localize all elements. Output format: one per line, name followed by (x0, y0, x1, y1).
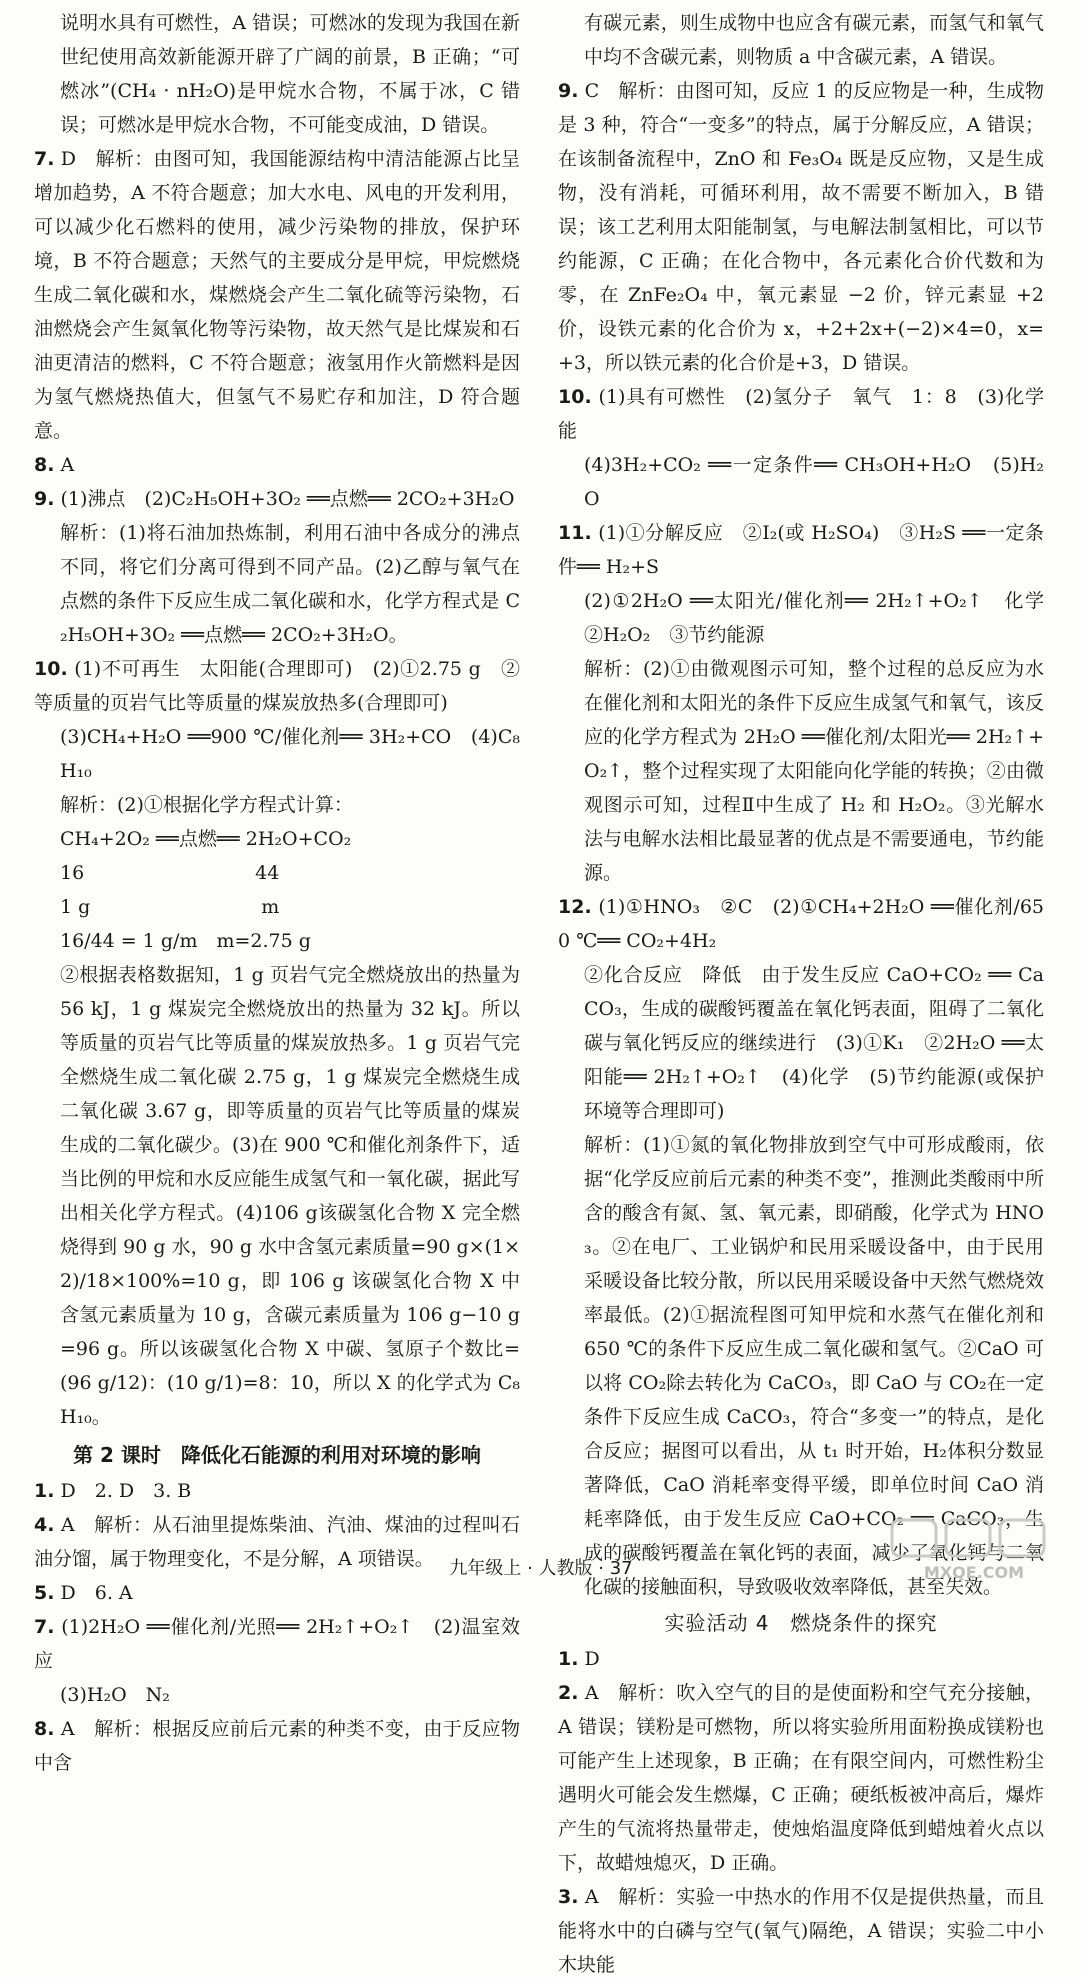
text-paragraph: 说明水具有可燃性，A 错误；可燃冰的发现为我国在新世纪使用高效新能源开辟了广阔的前景，B 正确；“可燃冰”(CH₄ · nH₂O)是甲烷水合物，不属于冰，C 错误；可燃冰是甲烷水合物，不可能变成油，D 错误。 (60, 12, 520, 136)
text-paragraph: 5. D 6. A (34, 1582, 133, 1604)
text-paragraph: (4)3H₂+CO₂ ══一定条件══ CH₃OH+H₂O (5)H₂O (584, 454, 1044, 510)
text-paragraph: 1. D (558, 1648, 600, 1670)
text-paragraph: 12. (1)①HNO₃ ②C (2)①CH₄+2H₂O ══催化剂/650 ℃══ CO₂+4H₂ (558, 896, 1044, 952)
text-paragraph: 7. (1)2H₂O ══催化剂/光照══ 2H₂↑+O₂↑ (2)温室效应 (34, 1616, 520, 1672)
text-paragraph: (3)CH₄+H₂O ══900 ℃/催化剂══ 3H₂+CO (4)C₈H₁₀ (60, 726, 520, 782)
text-paragraph: 1 g m (60, 896, 280, 918)
text-paragraph: 解析：(1)①氮的氧化物排放到空气中可形成酸雨，依据“化学反应前后元素的种类不变”，推测此类酸雨中所含的酸含有氮、氢、氧元素，即硝酸，化学式为 HNO₃。②在电厂、工业锅炉和民用采暖设备中，由于民用采暖设备比较分散，所以民用采暖设备中天然气燃烧效率最低。(2)①据流程图可知甲烷和水蒸气在催化剂和 650 ℃的条件下反应生成二氧化碳和氢气。②CaO 可以将 CO₂除去转化为 CaCO₃，即 CaO 与 CO₂在一定条件下反应生成 CaCO₃，符合“多变一”的特点，是化合反应；据图可以看出，从 t₁ 时开始，H₂体积分数显著降低，CaO 消耗率变得平缓，即单位时间 CaO 消耗率降低，由于发生反应 CaO+CO₂ ══ CaCO₃，生成的碳酸钙覆盖在氧化钙的表面，减少了氧化钙与二氧化碳的接触面积，导致吸收效率降低，甚至失效。 (584, 1134, 1044, 1598)
text-paragraph: 2. A 解析：吹入空气的目的是使面粉和空气充分接触，A 错误；镁粉是可燃物，所以将实验所用面粉换成镁粉也可能产生上述现象，B 正确；在有限空间内，可燃性粉尘遇明火可能会发生燃爆，C 正确；硬纸板被冲高后，爆炸产生的气流将热量带走，使烛焰温度降低到蜡烛着火点以下，故蜡烛熄灭，D 正确。 (558, 1682, 1044, 1874)
section-heading: 实验活动 4 燃烧条件的探究 (664, 1611, 938, 1635)
text-paragraph: ②根据表格数据知，1 g 页岩气完全燃烧放出的热量为 56 kJ，1 g 煤炭完全燃烧放出的热量为 32 kJ。所以等质量的页岩气比等质量的煤炭放热多。1 g 页岩气完全燃烧生成二氧化碳 2.75 g，1 g 煤炭完全燃烧生成二氧化碳 3.67 g，即等质量的页岩气比等质量的煤炭生成的二氧化碳少。(3)在 900 ℃和催化剂条件下，适当比例的甲烷和水反应能生成氢气和一氧化碳，据此写出相关化学方程式。(4)106 g该碳氢化合物 X 完全燃烧得到 90 g 水，90 g 水中含氢元素质量=90 g×(1×2)/18×100%=10 g，即 106 g 该碳氢化合物 X 中含氢元素质量为 10 g，含碳元素质量为 106 g−10 g=96 g。所以该碳氢化合物 X 中碳、氢原子个数比=(96 g/12)：(10 g/1)=8：10，所以 X 的化学式为 C₈H₁₀。 (60, 964, 520, 1428)
left-column (34, 6, 520, 1774)
text-paragraph: 7. D 解析：由图可知，我国能源结构中清洁能源占比呈增加趋势，A 不符合题意；加大水电、风电的开发利用，可以减少化石燃料的使用，减少污染物的排放，保护环境，B 不符合题意；天然气的主要成分是甲烷，甲烷燃烧生成二氧化碳和水，煤燃烧会产生二氧化硫等污染物，石油燃烧会产生氮氧化物等污染物，故天然气是比煤炭和石油更清洁的燃料，C 不符合题意；液氢用作火箭燃料是因为氢气燃烧热值大，但氢气不易贮存和加注，D 符合题意。 (34, 148, 520, 442)
page-footer: 九年级上 · 人教版 · 37 (449, 1558, 633, 1579)
text-paragraph: (3)H₂O N₂ (60, 1684, 170, 1706)
text-paragraph: 9. (1)沸点 (2)C₂H₅OH+3O₂ ══点燃══ 2CO₂+3H₂O (34, 488, 515, 510)
watermark-text: MXQE.COM (923, 1563, 1025, 1582)
text-paragraph: 4. A 解析：从石油里提炼柴油、汽油、煤油的过程叫石油分馏，属于物理变化，不是分解，A 项错误。 (34, 1514, 520, 1570)
text-paragraph: 解析：(1)将石油加热炼制，利用石油中各成分的沸点不同，将它们分离可得到不同产品。(2)乙醇与氧气在点燃的条件下反应生成二氧化碳和水，化学方程式是 C₂H₅OH+3O₂ ══点燃══ 2CO₂+3H₂O。 (60, 522, 520, 646)
text-paragraph: CH₄+2O₂ ══点燃══ 2H₂O+CO₂ (60, 828, 352, 850)
text-paragraph: 10. (1)具有可燃性 (2)氢分子 氧气 1：8 (3)化学能 (558, 386, 1044, 442)
text-paragraph: ②化合反应 降低 由于发生反应 CaO+CO₂ ══ CaCO₃，生成的碳酸钙覆盖在氧化钙表面，阻碍了二氧化碳与氧化钙反应的继续进行 (3)①K₁ ②2H₂O ══太阳能══ 2H₂↑+O₂↑ (4)化学 (5)节约能源(或保护环境等合理即可) (584, 964, 1044, 1122)
watermark-logo (884, 1516, 1064, 1586)
text-paragraph: 10. (1)不可再生 太阳能(合理即可) (2)①2.75 g ②等质量的页岩气比等质量的煤炭放热多(合理即可) (34, 658, 520, 714)
text-paragraph: 11. (1)①分解反应 ②I₂(或 H₂SO₄) ③H₂S ══一定条件══ H₂+S (558, 522, 1044, 578)
section-heading: 第 2 课时 降低化石能源的利用对环境的影响 (73, 1443, 481, 1467)
text-paragraph: (2)①2H₂O ══太阳光/催化剂══ 2H₂↑+O₂↑ 化学 ②H₂O₂ ③节约能源 (584, 590, 1064, 646)
text-paragraph: 8. A 解析：根据反应前后元素的种类不变，由于反应物中含 (34, 1718, 520, 1774)
text-paragraph: 3. A 解析：实验一中热水的作用不仅是提供热量，而且能将水中的白磷与空气(氧气)隔绝，A 错误；实验二中小木块能 (558, 1886, 1044, 1976)
text-paragraph: 1. D 2. D 3. B (34, 1480, 192, 1502)
text-paragraph: 9. C 解析：由图可知，反应 1 的反应物是一种，生成物是 3 种，符合“一变多”的特点，属于分解反应，A 错误；在该制备流程中，ZnO 和 Fe₃O₄ 既是反应物，又是生成物，没有消耗，可循环利用，故不需要不断加入，B 错误；该工艺利用太阳能制氢，与电解法制氢相比，可以节约能源，C 正确；在化合物中，各元素化合价代数和为零，在 ZnFe₂O₄ 中，氧元素显 −2 价，锌元素显 +2 价，设铁元素的化合价为 x，+2+2x+(−2)×4=0，x=+3，所以铁元素的化合价是+3，D 错误。 (558, 80, 1044, 374)
text-paragraph: 解析：(2)①由微观图示可知，整个过程的总反应为水在催化剂和太阳光的条件下反应生成氢气和氧气，该反应的化学方程式为 2H₂O ══催化剂/太阳光══ 2H₂↑+O₂↑，整个过程实现了太阳能向化学能的转换；②由微观图示可知，过程Ⅱ中生成了 H₂ 和 H₂O₂。③光解水法与电解水法相比最显著的优点是不需要通电，节约能源。 (584, 658, 1044, 884)
text-paragraph: 解析：(2)①根据化学方程式计算： (60, 794, 353, 816)
text-paragraph: 有碳元素，则生成物中也应含有碳元素，而氢气和氧气中均不含碳元素，则物质 a 中含碳元素，A 错误。 (584, 12, 1044, 68)
text-paragraph: 16 44 (60, 862, 280, 884)
text-paragraph: 8. A (34, 454, 75, 476)
text-paragraph: 16/44 = 1 g/m m=2.75 g (60, 930, 311, 952)
